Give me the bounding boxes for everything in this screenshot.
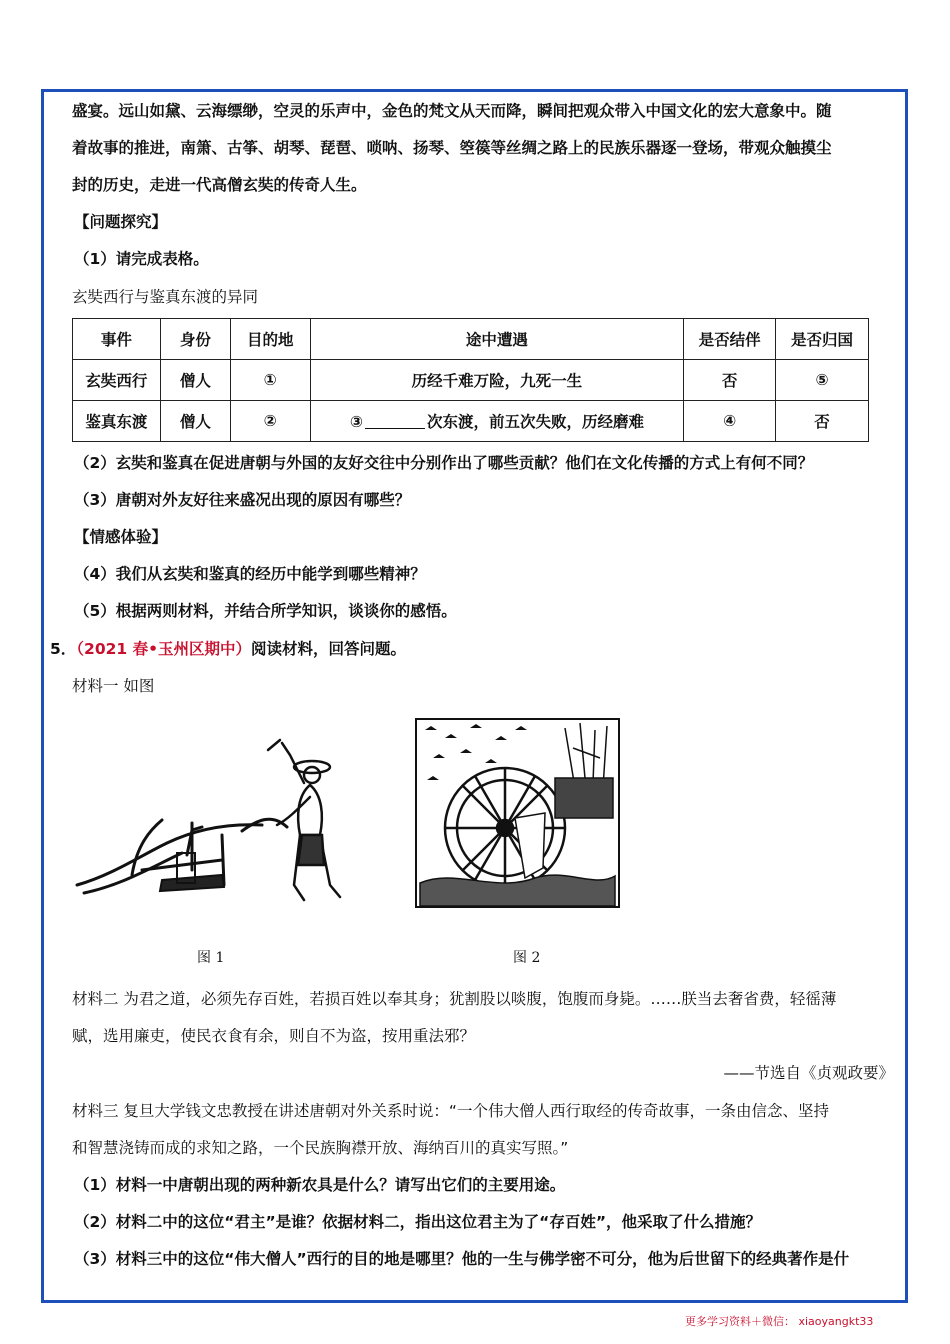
item-5-heading [50, 631, 882, 668]
sub-question-3: （3）材料三中的这位“伟大僧人”西行的目的地是哪里？他的一生与佛学密不可分，他为后世留下的经典著作是什 [74, 1250, 850, 1268]
experience-text: 次东渡，前五次失败，历经磨难 [426, 413, 644, 431]
material-1-label: 材料一 如图 [72, 677, 155, 695]
question-2: （2）玄奘和鉴真在促进唐朝与外国的友好交往中分别作出了哪些贡献？他们在文化传播的方式上有何不同？ [74, 454, 814, 472]
intro-line-1: 盛宴。远山如黛、云海缥缈，空灵的乐声中，金色的梵文从天而降，瞬间把观众带入中国文化的宏大意象中。随 [72, 102, 832, 120]
material-2-source: ——节选自《贞观政要》 [723, 1064, 894, 1082]
material-3-line-1: 材料三 复旦大学钱文忠教授在讲述唐朝对外关系时说：“一个伟大僧人西行取经的传奇故事，一条由信念、坚持 [72, 1102, 829, 1120]
intro-line-2-wrap [72, 130, 904, 167]
item-number: 5． [50, 640, 77, 658]
sub-question-2: （2）材料二中的这位“君主”是谁？依据材料二，指出这位君主为了“存百姓”，他采取了什么措施？ [74, 1213, 762, 1231]
table-cell: ① [230, 360, 310, 401]
sub-question-1: （1）材料一中唐朝出现的两种新农具是什么？请写出它们的主要用途。 [74, 1176, 566, 1194]
table-row [73, 360, 869, 401]
table-cell: 鉴真东渡 [73, 401, 161, 442]
table-cell: ④ [684, 401, 776, 442]
material-2-line-1: 材料二 为君之道，必须先存百姓，若损百姓以奉其身；犹割股以啖腹，饱腹而身毙。……朕当去奢省费，轻徭薄 [72, 990, 837, 1008]
table-row [73, 401, 869, 442]
fig2-water-wheel-image [415, 718, 620, 908]
table-header-row [73, 319, 869, 360]
header-destination: 目的地 [230, 319, 310, 360]
table-cell: 否 [776, 401, 869, 442]
table-title: 玄奘西行与鉴真东渡的异同 [72, 288, 259, 306]
table-cell: 僧人 [160, 401, 230, 442]
comparison-table [72, 318, 869, 442]
header-return: 是否归国 [776, 319, 869, 360]
fig1-curved-plow-image [72, 735, 362, 915]
item-source: （2021 春•玉州区期中） [76, 640, 251, 658]
section-explore-heading: 【问题探究】 [74, 213, 168, 231]
intro-paragraph [72, 93, 904, 130]
material-3-line-2: 和智慧浇铸而成的求知之路，一个民族胸襟开放、海纳百川的真实写照。” [72, 1139, 569, 1157]
header-event: 事件 [73, 319, 161, 360]
table-cell: 否 [684, 360, 776, 401]
table-cell: 僧人 [160, 360, 230, 401]
table-cell: ⑤ [776, 360, 869, 401]
footer-note: 更多学习资料＋微信： xiaoyangkt33 [685, 1315, 874, 1328]
table-cell: ② [230, 401, 310, 442]
material-2-line-2: 赋，选用廉吏，使民衣食有余，则自不为盗，按用重法邪？ [72, 1027, 476, 1045]
fig2-caption: 图 2 [513, 950, 541, 966]
intro-line-2: 着故事的推进，南箫、古筝、胡琴、琵琶、唢呐、扬琴、箜篌等丝绸之路上的民族乐器逐一登场，带观众触摸尘 [72, 139, 832, 157]
fill-blank[interactable] [365, 414, 425, 429]
table-cell: 历经千难万险，九死一生 [310, 360, 684, 401]
section-emotion-heading: 【情感体验】 [74, 528, 168, 546]
header-identity: 身份 [160, 319, 230, 360]
question-5: （5）根据两则材料，并结合所学知识，谈谈你的感悟。 [74, 602, 457, 620]
item-prompt: 阅读材料，回答问题。 [251, 640, 407, 658]
intro-line-3: 封的历史，走进一代高僧玄奘的传奇人生。 [72, 176, 367, 194]
blank-number: ③ [349, 413, 363, 431]
question-4: （4）我们从玄奘和鉴真的经历中能学到哪些精神？ [74, 565, 426, 583]
question-3: （3）唐朝对外友好往来盛况出现的原因有哪些？ [74, 491, 411, 509]
header-companion: 是否结伴 [684, 319, 776, 360]
fig1-caption: 图 1 [197, 950, 225, 966]
header-experience: 途中遭遇 [310, 319, 684, 360]
table-cell [310, 401, 684, 442]
table-cell: 玄奘西行 [73, 360, 161, 401]
question-1: （1）请完成表格。 [74, 250, 209, 268]
